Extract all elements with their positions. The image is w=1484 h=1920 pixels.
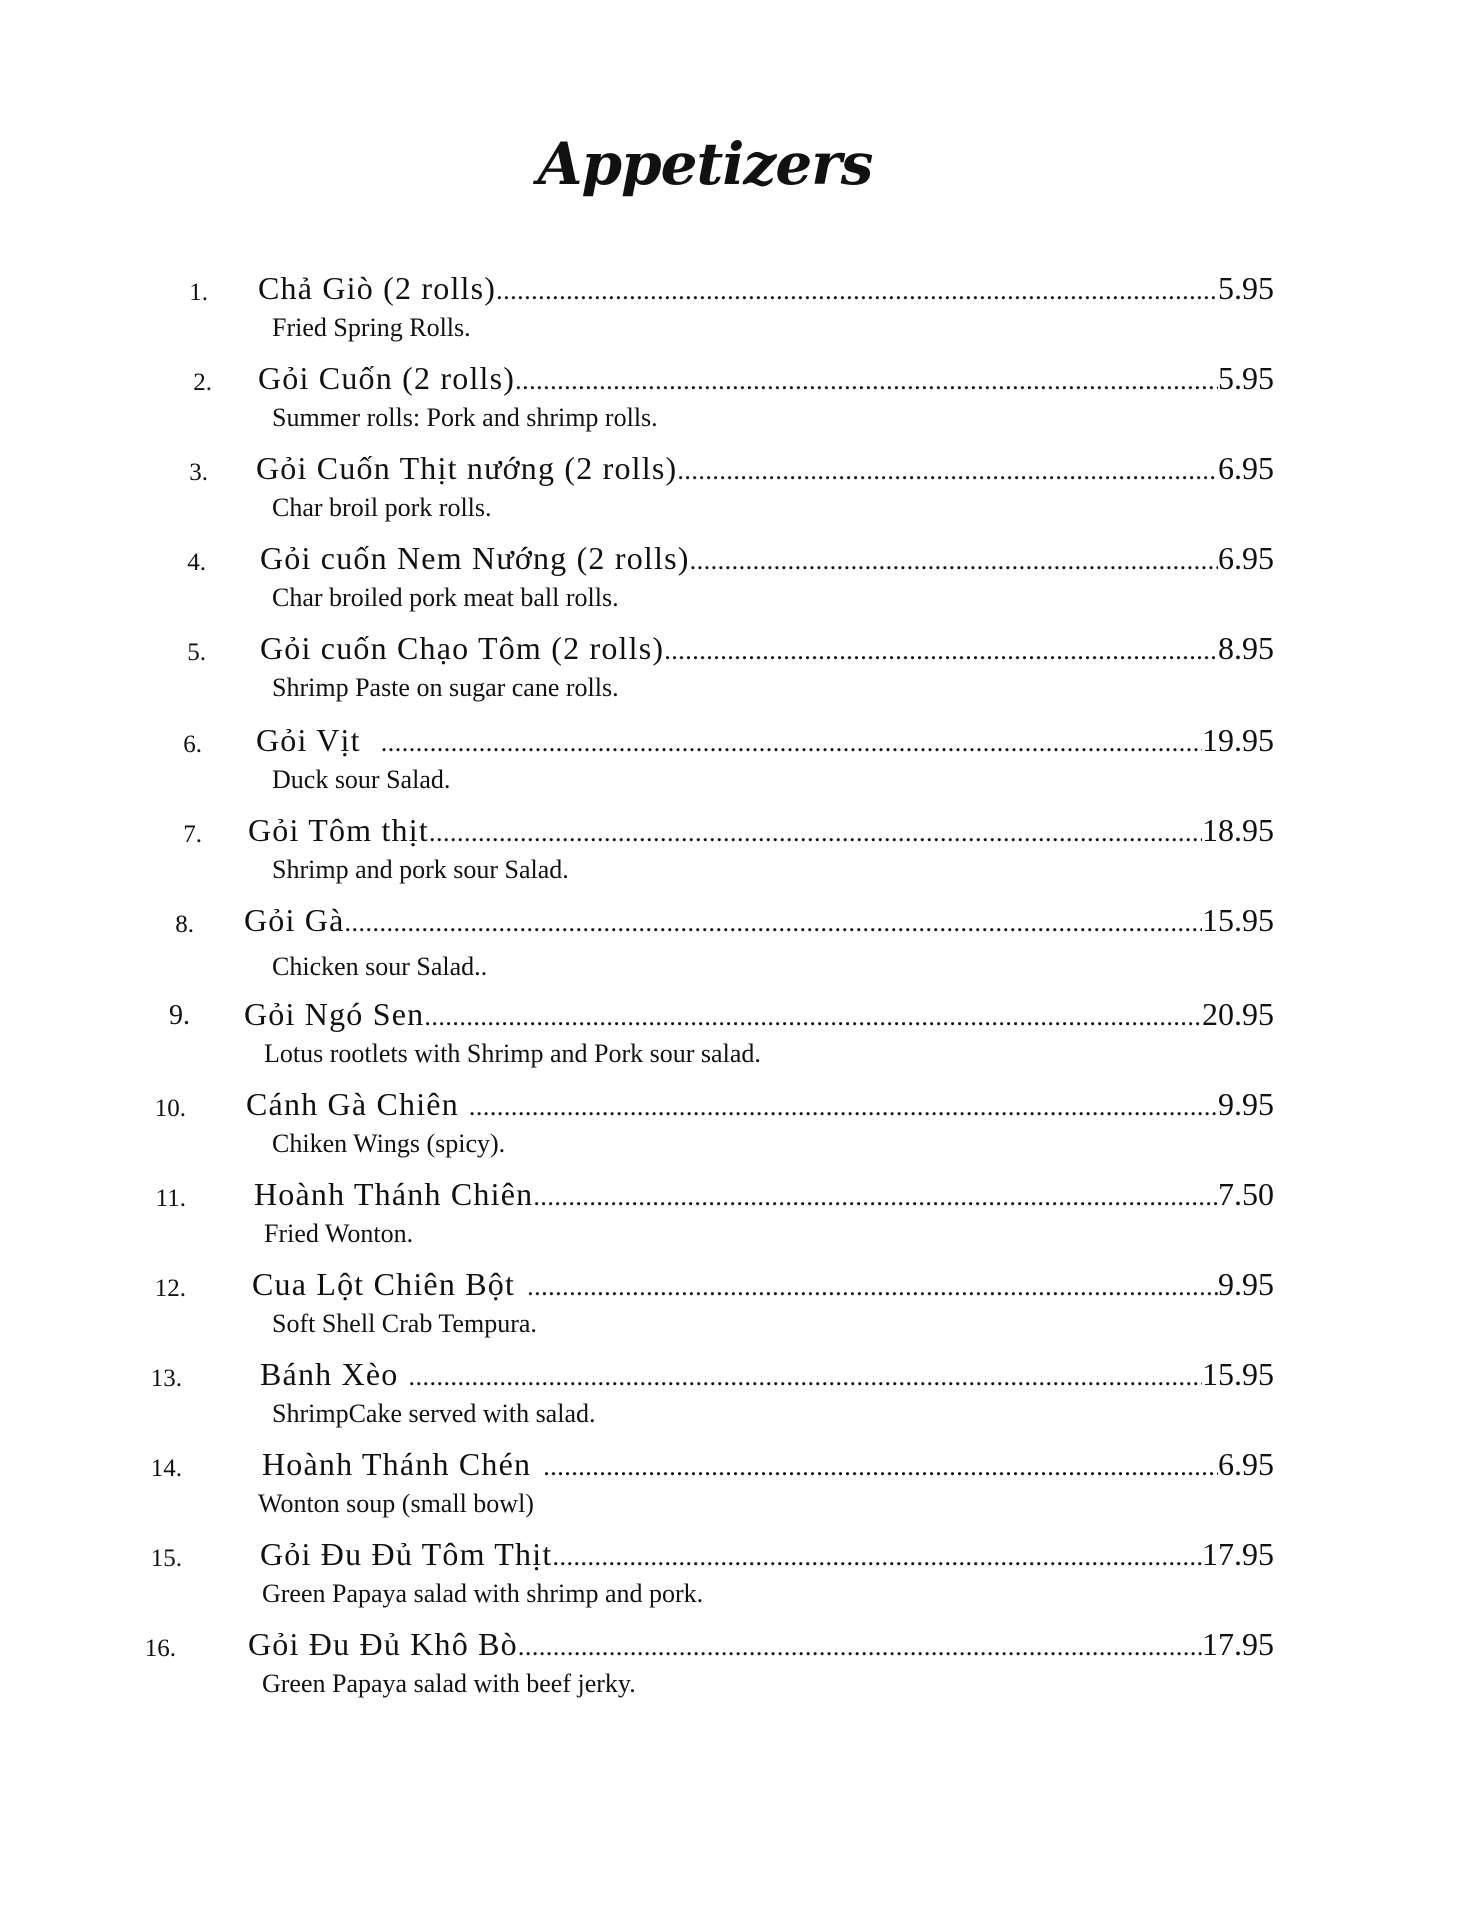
item-name: Gỏi Đu Đủ Khô Bò xyxy=(248,1626,518,1662)
item-description: Lotus rootlets with Shrimp and Pork sour salad. xyxy=(264,1039,761,1068)
item-number: 10. xyxy=(154,1095,186,1122)
item-price: 6.95 xyxy=(1218,450,1274,486)
item-price: 17.95 xyxy=(1202,1626,1274,1662)
item-number: 1. xyxy=(189,279,208,306)
item-line xyxy=(260,1536,1274,1573)
item-line xyxy=(252,1266,1274,1303)
dot-leader xyxy=(515,366,1218,396)
item-line xyxy=(256,722,1274,759)
item-name: Gỏi cuốn Chạo Tôm (2 rolls) xyxy=(260,630,665,666)
item-number: 8. xyxy=(175,911,194,938)
item-line xyxy=(248,812,1274,849)
item-name: Gỏi Tôm thịt xyxy=(248,812,429,848)
item-price: 8.95 xyxy=(1218,630,1274,666)
item-number: 3. xyxy=(189,459,208,486)
item-number: 15. xyxy=(150,1545,182,1572)
item-line xyxy=(262,1446,1274,1483)
item-number: 11. xyxy=(155,1185,186,1212)
menu-item xyxy=(0,1356,1484,1446)
dot-leader xyxy=(664,636,1218,666)
item-line xyxy=(260,630,1274,667)
item-name: Gỏi Cuốn Thịt nướng (2 rolls) xyxy=(256,450,678,486)
menu-item xyxy=(0,1446,1484,1536)
item-price: 6.95 xyxy=(1218,540,1274,576)
menu-item xyxy=(0,996,1484,1086)
item-description: Shrimp and pork sour Salad. xyxy=(272,855,569,884)
item-description: Shrimp Paste on sugar cane rolls. xyxy=(272,673,619,702)
item-description: Fried Spring Rolls. xyxy=(272,313,471,342)
menu-item xyxy=(0,1086,1484,1176)
item-price: 20.95 xyxy=(1202,996,1274,1032)
item-number: 16. xyxy=(144,1635,176,1662)
item-description: Fried Wonton. xyxy=(264,1219,414,1248)
menu-item xyxy=(0,1266,1484,1356)
item-name: Hoành Thánh Chiên xyxy=(254,1176,534,1212)
item-number: 13. xyxy=(150,1365,182,1392)
dot-leader xyxy=(552,1542,1202,1572)
menu-item xyxy=(0,1176,1484,1266)
item-description: Duck sour Salad. xyxy=(272,765,451,794)
item-description: Wonton soup (small bowl) xyxy=(258,1489,534,1518)
item-line xyxy=(256,450,1274,487)
item-name: Gỏi cuốn Nem Nướng (2 rolls) xyxy=(260,540,690,576)
item-price: 7.50 xyxy=(1218,1176,1274,1212)
item-number: 12. xyxy=(154,1275,186,1302)
item-name: Gỏi Ngó Sen xyxy=(244,996,425,1032)
item-price: 17.95 xyxy=(1202,1536,1274,1572)
dot-leader xyxy=(496,276,1218,306)
item-description: Chiken Wings (spicy). xyxy=(272,1129,506,1158)
menu-item xyxy=(0,270,1484,360)
item-number: 14. xyxy=(150,1455,182,1482)
item-price: 15.95 xyxy=(1202,1356,1274,1392)
item-price: 5.95 xyxy=(1218,360,1274,396)
menu-item xyxy=(0,722,1484,812)
item-name: Gỏi Gà xyxy=(244,902,345,938)
dot-leader xyxy=(533,1182,1218,1212)
menu-item xyxy=(0,540,1484,630)
item-number: 6. xyxy=(183,731,202,758)
item-name: Cánh Gà Chiên xyxy=(246,1086,459,1122)
item-description: Summer rolls: Pork and shrimp rolls. xyxy=(272,403,658,432)
menu-item xyxy=(0,1626,1484,1716)
dot-leader xyxy=(424,1002,1202,1032)
item-description: Char broiled pork meat ball rolls. xyxy=(272,583,619,612)
item-number: 2. xyxy=(193,369,212,396)
item-name: Cua Lột Chiên Bột xyxy=(252,1266,516,1302)
item-description: Soft Shell Crab Tempura. xyxy=(272,1309,537,1338)
item-name: Gỏi Vịt xyxy=(256,722,361,758)
item-price: 19.95 xyxy=(1202,722,1274,758)
item-line xyxy=(258,360,1274,397)
dot-leader xyxy=(381,728,1202,758)
page-title: Appetizers xyxy=(537,130,873,198)
item-price: 18.95 xyxy=(1202,812,1274,848)
dot-leader xyxy=(408,1362,1202,1392)
item-number: 4. xyxy=(187,549,206,576)
item-number: 7. xyxy=(183,821,202,848)
item-description: Chicken sour Salad.. xyxy=(272,952,488,981)
dot-leader xyxy=(690,546,1218,576)
dot-leader xyxy=(518,1632,1202,1662)
item-name: Bánh Xèo xyxy=(260,1356,399,1392)
menu-item xyxy=(0,630,1484,720)
item-price: 15.95 xyxy=(1202,902,1274,938)
item-name: Gỏi Đu Đủ Tôm Thịt xyxy=(260,1536,553,1572)
item-description: Char broil pork rolls. xyxy=(272,493,492,522)
item-price: 5.95 xyxy=(1218,270,1274,306)
item-price: 9.95 xyxy=(1218,1266,1274,1302)
item-line xyxy=(260,540,1274,577)
item-line xyxy=(248,1626,1274,1663)
menu-item xyxy=(0,450,1484,540)
item-description: Green Papaya salad with shrimp and pork. xyxy=(262,1579,704,1608)
dot-leader xyxy=(543,1452,1218,1482)
item-number: 9. xyxy=(169,1000,190,1031)
item-description: ShrimpCake served with salad. xyxy=(272,1399,596,1428)
item-number: 5. xyxy=(187,639,206,666)
item-name: Gỏi Cuốn (2 rolls) xyxy=(258,360,516,396)
menu-item xyxy=(0,812,1484,902)
dot-leader xyxy=(469,1092,1218,1122)
item-name: Chả Giò (2 rolls) xyxy=(258,270,497,306)
item-line xyxy=(260,1356,1274,1393)
menu-item xyxy=(0,1536,1484,1626)
item-price: 6.95 xyxy=(1218,1446,1274,1482)
item-name: Hoành Thánh Chén xyxy=(262,1446,532,1482)
item-line xyxy=(258,270,1274,307)
item-line xyxy=(244,996,1274,1033)
dot-leader xyxy=(527,1272,1218,1302)
menu-item xyxy=(0,360,1484,450)
item-line xyxy=(244,902,1274,939)
dot-leader xyxy=(345,908,1202,938)
item-line xyxy=(254,1176,1274,1213)
item-description: Green Papaya salad with beef jerky. xyxy=(262,1669,636,1698)
item-line xyxy=(246,1086,1274,1123)
dot-leader xyxy=(677,456,1218,486)
dot-leader xyxy=(429,818,1202,848)
item-price: 9.95 xyxy=(1218,1086,1274,1122)
menu-item xyxy=(0,902,1484,992)
